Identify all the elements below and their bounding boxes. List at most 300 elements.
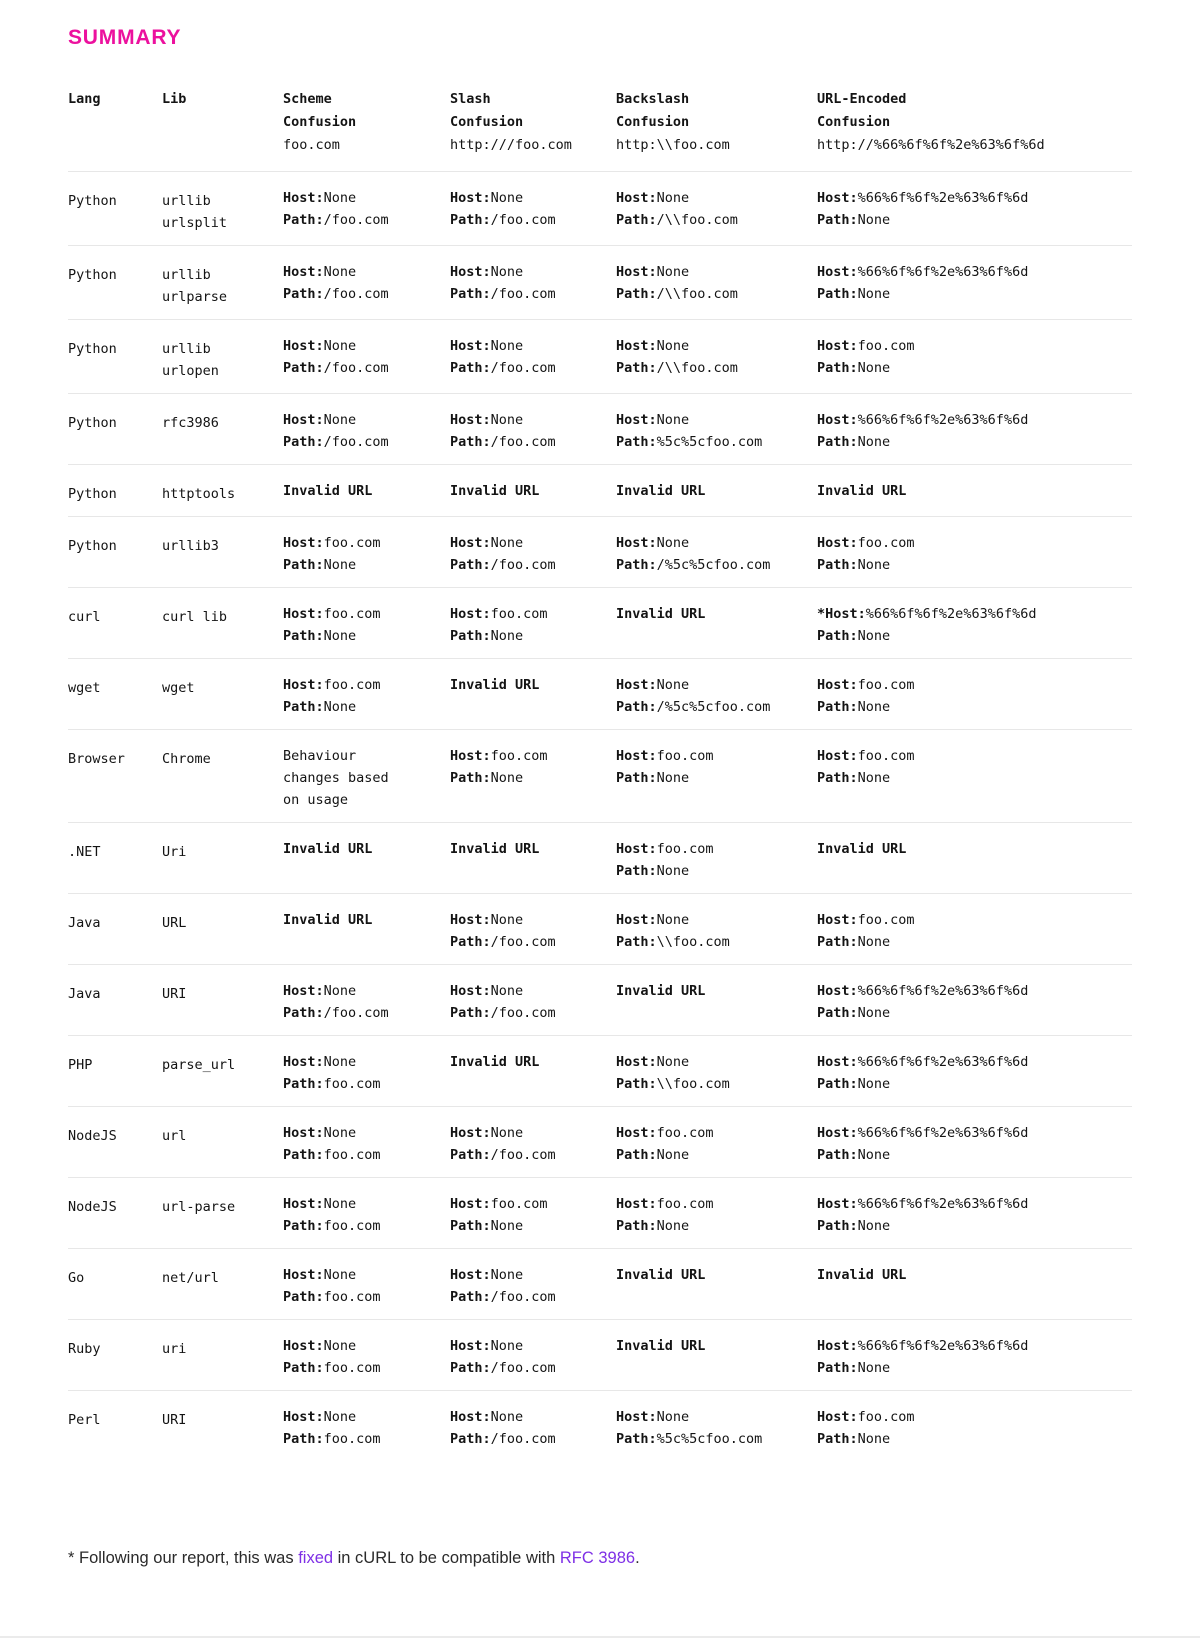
result-line: Host:None xyxy=(283,412,357,428)
lib-line: url-parse xyxy=(162,1199,236,1215)
column-header-label: Lib xyxy=(162,91,187,107)
lib-line: httptools xyxy=(162,486,236,502)
result-line: Path:/foo.com xyxy=(450,212,556,228)
result-line: Host:None xyxy=(283,983,357,999)
table-body xyxy=(68,172,1132,1462)
result-cell xyxy=(616,517,817,588)
column-header xyxy=(162,88,283,172)
result-line: Path:None xyxy=(817,628,891,644)
result-cell xyxy=(283,1320,450,1391)
lib-line: URI xyxy=(162,986,187,1002)
result-line: Path:/foo.com xyxy=(450,286,556,302)
result-cell xyxy=(450,465,616,517)
result-line: Host:foo.com xyxy=(616,748,714,764)
column-header-sample-url: http://%66%6f%6f%2e%63%6f%6d xyxy=(817,137,1045,153)
result-cell xyxy=(616,1391,817,1462)
result-cell xyxy=(283,394,450,465)
result-line: Path:/\\foo.com xyxy=(616,212,738,228)
result-cell xyxy=(450,1391,616,1462)
result-line: Host:None xyxy=(283,1267,357,1283)
result-cell xyxy=(450,394,616,465)
result-line: Host:foo.com xyxy=(283,606,381,622)
result-line: Host:foo.com xyxy=(817,748,915,764)
result-cell xyxy=(616,465,817,517)
result-line: Host:None xyxy=(450,264,524,280)
result-cell xyxy=(450,320,616,394)
result-cell xyxy=(616,588,817,659)
lib-cell xyxy=(162,246,283,320)
result-cell xyxy=(616,823,817,894)
result-cell xyxy=(283,659,450,730)
result-line: Path:/foo.com xyxy=(283,212,389,228)
summary-title: SUMMARY xyxy=(68,26,182,49)
lib-line: Uri xyxy=(162,844,187,860)
result-line: Host:%66%6f%6f%2e%63%6f%6d xyxy=(817,1125,1029,1141)
column-header-label: Confusion xyxy=(283,114,357,130)
result-line: Invalid URL xyxy=(283,841,373,857)
table-row xyxy=(68,517,1132,588)
result-line: changes based xyxy=(283,770,389,786)
result-line: Path:foo.com xyxy=(283,1360,381,1376)
column-header-label: Scheme xyxy=(283,91,332,107)
result-line: Path:None xyxy=(817,1005,891,1021)
result-line: Host:%66%6f%6f%2e%63%6f%6d xyxy=(817,1054,1029,1070)
result-line: Path:foo.com xyxy=(283,1289,381,1305)
result-line: Path:/foo.com xyxy=(450,1005,556,1021)
result-line: Path:None xyxy=(616,863,690,879)
result-line: Host:%66%6f%6f%2e%63%6f%6d xyxy=(817,983,1029,999)
lib-cell xyxy=(162,588,283,659)
lib-cell xyxy=(162,730,283,823)
column-header xyxy=(450,88,616,172)
result-line: Host:None xyxy=(283,1125,357,1141)
result-line: Path:None xyxy=(817,360,891,376)
lib-line: urlsplit xyxy=(162,215,228,231)
column-header-sample-url: http:///foo.com xyxy=(450,137,572,153)
result-line: Path:/foo.com xyxy=(450,1360,556,1376)
result-cell xyxy=(616,394,817,465)
result-cell xyxy=(450,1249,616,1320)
result-line: Path:None xyxy=(283,557,357,573)
result-line: Path:None xyxy=(450,770,524,786)
result-line: Path:None xyxy=(817,934,891,950)
result-line: Invalid URL xyxy=(283,483,373,499)
lib-cell xyxy=(162,394,283,465)
column-header xyxy=(283,88,450,172)
result-line: Invalid URL xyxy=(450,841,540,857)
lang-cell: Python xyxy=(68,486,117,502)
result-line: Host:foo.com xyxy=(817,338,915,354)
result-cell xyxy=(616,1320,817,1391)
result-cell xyxy=(450,659,616,730)
result-line: Host:foo.com xyxy=(817,912,915,928)
result-line: Path:None xyxy=(817,1431,891,1447)
result-line: Path:None xyxy=(817,1076,891,1092)
result-cell xyxy=(817,1320,1132,1391)
table-row xyxy=(68,465,1132,517)
result-line: Path:/%5c%5cfoo.com xyxy=(616,699,771,715)
result-line: Host:foo.com xyxy=(616,841,714,857)
result-cell xyxy=(283,1391,450,1462)
bottom-divider xyxy=(0,1636,1200,1638)
result-cell xyxy=(616,730,817,823)
result-line: Path:None xyxy=(817,770,891,786)
footnote-suffix: . xyxy=(635,1549,640,1567)
result-line: Path:%5c%5cfoo.com xyxy=(616,434,763,450)
result-line: Path:None xyxy=(616,1147,690,1163)
lib-line: urllib xyxy=(162,267,211,283)
table-row xyxy=(68,659,1132,730)
result-line: Host:None xyxy=(616,264,690,280)
result-line: Invalid URL xyxy=(450,1054,540,1070)
lib-cell xyxy=(162,172,283,246)
footnote xyxy=(68,1547,1200,1569)
result-line: on usage xyxy=(283,792,349,808)
column-header-label: Backslash xyxy=(616,91,690,107)
result-cell xyxy=(450,517,616,588)
lang-cell: Go xyxy=(68,1270,85,1286)
result-cell xyxy=(283,1036,450,1107)
result-line: Host:%66%6f%6f%2e%63%6f%6d xyxy=(817,190,1029,206)
result-cell xyxy=(450,965,616,1036)
table-row xyxy=(68,730,1132,823)
lib-cell xyxy=(162,465,283,517)
result-cell xyxy=(283,1107,450,1178)
lib-cell xyxy=(162,965,283,1036)
result-cell xyxy=(817,394,1132,465)
result-cell xyxy=(283,965,450,1036)
table-header-row xyxy=(68,88,1132,172)
lib-cell xyxy=(162,517,283,588)
result-line: Path:/foo.com xyxy=(283,360,389,376)
lang-cell: Python xyxy=(68,193,117,209)
result-cell xyxy=(616,1036,817,1107)
result-line: Host:foo.com xyxy=(283,677,381,693)
result-cell xyxy=(450,823,616,894)
lib-line: URI xyxy=(162,1412,187,1428)
table-row xyxy=(68,823,1132,894)
result-line: Host:None xyxy=(283,1054,357,1070)
result-line: Host:None xyxy=(450,1267,524,1283)
result-line: Host:None xyxy=(283,264,357,280)
result-line: Invalid URL xyxy=(616,1267,706,1283)
result-line: *Host:%66%6f%6f%2e%63%6f%6d xyxy=(817,606,1037,622)
result-cell xyxy=(817,823,1132,894)
result-cell xyxy=(283,1178,450,1249)
result-cell xyxy=(283,823,450,894)
result-line: Host:foo.com xyxy=(817,677,915,693)
result-line: Host:None xyxy=(283,1409,357,1425)
column-header-sample-url: http:\\foo.com xyxy=(616,137,730,153)
result-cell xyxy=(450,172,616,246)
lib-cell xyxy=(162,1107,283,1178)
result-line: Host:None xyxy=(616,912,690,928)
result-cell xyxy=(450,730,616,823)
result-line: Path:foo.com xyxy=(283,1218,381,1234)
table-row xyxy=(68,1249,1132,1320)
result-line: Host:foo.com xyxy=(450,606,548,622)
table-row xyxy=(68,965,1132,1036)
result-line: Host:None xyxy=(450,983,524,999)
result-line: Host:None xyxy=(450,338,524,354)
result-line: Host:None xyxy=(450,535,524,551)
lib-cell xyxy=(162,320,283,394)
lib-line: url xyxy=(162,1128,187,1144)
lib-line: curl lib xyxy=(162,609,228,625)
lang-cell: Browser xyxy=(68,751,125,767)
result-line: Host:None xyxy=(616,412,690,428)
lib-line: Chrome xyxy=(162,751,211,767)
result-cell xyxy=(817,659,1132,730)
lib-line: net/url xyxy=(162,1270,219,1286)
result-cell xyxy=(283,894,450,965)
result-cell xyxy=(817,588,1132,659)
result-cell xyxy=(616,659,817,730)
lang-cell: .NET xyxy=(68,844,101,860)
result-line: Path:foo.com xyxy=(283,1431,381,1447)
result-cell xyxy=(817,1178,1132,1249)
result-line: Host:None xyxy=(450,1409,524,1425)
lib-line: urlparse xyxy=(162,289,228,305)
result-cell xyxy=(616,246,817,320)
result-line: Path:None xyxy=(817,1147,891,1163)
result-cell xyxy=(817,1391,1132,1462)
result-cell xyxy=(817,172,1132,246)
lib-cell xyxy=(162,1036,283,1107)
column-header-label: URL-Encoded xyxy=(817,91,907,107)
result-line: Path:/\\foo.com xyxy=(616,286,738,302)
result-cell xyxy=(283,465,450,517)
table-row xyxy=(68,1178,1132,1249)
result-line: Path:/%5c%5cfoo.com xyxy=(616,557,771,573)
result-line: Host:None xyxy=(450,412,524,428)
lang-cell: wget xyxy=(68,680,101,696)
lib-cell xyxy=(162,1249,283,1320)
summary-table xyxy=(68,88,1132,1461)
result-line: Invalid URL xyxy=(817,1267,907,1283)
result-line: Path:/foo.com xyxy=(283,286,389,302)
result-cell xyxy=(450,246,616,320)
result-line: Host:None xyxy=(616,677,690,693)
result-line: Path:None xyxy=(450,628,524,644)
table-row xyxy=(68,1107,1132,1178)
result-line: Host:foo.com xyxy=(283,535,381,551)
result-cell xyxy=(817,730,1132,823)
result-cell xyxy=(616,172,817,246)
result-line: Path:None xyxy=(616,770,690,786)
result-cell xyxy=(283,588,450,659)
result-cell xyxy=(283,320,450,394)
result-line: Path:/foo.com xyxy=(450,1431,556,1447)
column-header xyxy=(616,88,817,172)
lib-cell xyxy=(162,1178,283,1249)
result-line: Path:/foo.com xyxy=(283,434,389,450)
result-line: Invalid URL xyxy=(817,483,907,499)
column-header-label: Lang xyxy=(68,91,101,107)
result-line: Path:/\\foo.com xyxy=(616,360,738,376)
lang-cell: Python xyxy=(68,267,117,283)
result-line: Path:\\foo.com xyxy=(616,1076,730,1092)
column-header-sample-url: foo.com xyxy=(283,137,340,153)
result-cell xyxy=(616,894,817,965)
result-line: Host:foo.com xyxy=(616,1125,714,1141)
result-line: Path:None xyxy=(817,286,891,302)
result-cell xyxy=(450,1107,616,1178)
result-line: Host:None xyxy=(283,1196,357,1212)
lang-cell: NodeJS xyxy=(68,1199,117,1215)
lang-cell: Python xyxy=(68,538,117,554)
table-row xyxy=(68,172,1132,246)
result-line: Path:/foo.com xyxy=(450,557,556,573)
lib-line: URL xyxy=(162,915,187,931)
result-line: Path:/foo.com xyxy=(450,434,556,450)
column-header-label: Confusion xyxy=(817,114,891,130)
lib-cell xyxy=(162,1320,283,1391)
result-line: Path:None xyxy=(450,1218,524,1234)
result-line: Host:None xyxy=(450,190,524,206)
lib-cell xyxy=(162,894,283,965)
result-cell xyxy=(450,588,616,659)
result-line: Path:foo.com xyxy=(283,1147,381,1163)
result-line: Invalid URL xyxy=(616,1338,706,1354)
footnote-middle: in cURL to be compatible with xyxy=(333,1549,560,1567)
result-line: Host:None xyxy=(283,190,357,206)
result-line: Path:None xyxy=(817,212,891,228)
lib-line: urllib xyxy=(162,341,211,357)
lib-cell xyxy=(162,823,283,894)
result-line: Path:None xyxy=(283,628,357,644)
lib-line: uri xyxy=(162,1341,187,1357)
result-line: Behaviour xyxy=(283,748,357,764)
result-cell xyxy=(616,965,817,1036)
result-line: Host:foo.com xyxy=(450,1196,548,1212)
lib-line: urllib3 xyxy=(162,538,219,554)
rfc-3986-link[interactable]: RFC 3986 xyxy=(559,1549,636,1567)
result-line: Path:None xyxy=(283,699,357,715)
result-cell xyxy=(817,320,1132,394)
result-line: Host:None xyxy=(283,338,357,354)
result-line: Host:None xyxy=(616,1409,690,1425)
table-row xyxy=(68,1320,1132,1391)
result-line: Host:None xyxy=(450,1125,524,1141)
result-line: Invalid URL xyxy=(450,677,540,693)
result-cell xyxy=(817,246,1132,320)
result-line: Host:%66%6f%6f%2e%63%6f%6d xyxy=(817,1338,1029,1354)
result-line: Path:None xyxy=(817,699,891,715)
result-line: Host:foo.com xyxy=(817,535,915,551)
result-line: Host:None xyxy=(450,912,524,928)
lang-cell: PHP xyxy=(68,1057,93,1073)
result-cell xyxy=(616,1107,817,1178)
lang-cell: Ruby xyxy=(68,1341,101,1357)
result-cell xyxy=(616,1249,817,1320)
result-line: Path:None xyxy=(817,1218,891,1234)
result-line: Host:None xyxy=(616,190,690,206)
result-line: Path:\\foo.com xyxy=(616,934,730,950)
result-cell xyxy=(817,1107,1132,1178)
result-line: Host:%66%6f%6f%2e%63%6f%6d xyxy=(817,1196,1029,1212)
result-line: Path:None xyxy=(616,1218,690,1234)
result-line: Path:None xyxy=(817,434,891,450)
table-row xyxy=(68,1391,1132,1462)
column-header xyxy=(817,88,1132,172)
fixed-link[interactable]: fixed xyxy=(298,1549,334,1567)
lib-line: wget xyxy=(162,680,195,696)
result-line: Path:None xyxy=(817,557,891,573)
result-line: Host:foo.com xyxy=(450,748,548,764)
lib-line: parse_url xyxy=(162,1057,236,1073)
result-line: Host:foo.com xyxy=(616,1196,714,1212)
lib-line: urllib xyxy=(162,193,211,209)
result-cell xyxy=(817,517,1132,588)
result-cell xyxy=(817,894,1132,965)
result-line: Invalid URL xyxy=(450,483,540,499)
result-line: Host:None xyxy=(450,1338,524,1354)
column-header-label: Confusion xyxy=(616,114,690,130)
result-cell xyxy=(283,1249,450,1320)
lang-cell: NodeJS xyxy=(68,1128,117,1144)
result-line: Host:%66%6f%6f%2e%63%6f%6d xyxy=(817,264,1029,280)
column-header-label: Slash xyxy=(450,91,491,107)
lib-line: rfc3986 xyxy=(162,415,219,431)
result-line: Path:%5c%5cfoo.com xyxy=(616,1431,763,1447)
column-header xyxy=(68,88,162,172)
result-line: Path:None xyxy=(817,1360,891,1376)
result-line: Host:None xyxy=(616,1054,690,1070)
result-line: Host:None xyxy=(283,1338,357,1354)
footnote-prefix: * Following our report, this was xyxy=(68,1549,299,1567)
lang-cell: Python xyxy=(68,415,117,431)
result-cell xyxy=(616,1178,817,1249)
lang-cell: Perl xyxy=(68,1412,101,1428)
result-line: Invalid URL xyxy=(616,483,706,499)
table-row xyxy=(68,588,1132,659)
result-cell xyxy=(817,965,1132,1036)
result-cell xyxy=(283,517,450,588)
lib-cell xyxy=(162,1391,283,1462)
result-line: Path:/foo.com xyxy=(450,360,556,376)
lang-cell: Java xyxy=(68,915,101,931)
result-cell xyxy=(450,1320,616,1391)
result-cell xyxy=(450,894,616,965)
result-cell xyxy=(283,246,450,320)
table-row xyxy=(68,1036,1132,1107)
result-cell xyxy=(283,730,450,823)
result-line: Path:/foo.com xyxy=(450,934,556,950)
table-row xyxy=(68,894,1132,965)
result-cell xyxy=(817,1249,1132,1320)
result-line: Path:/foo.com xyxy=(283,1005,389,1021)
result-line: Host:%66%6f%6f%2e%63%6f%6d xyxy=(817,412,1029,428)
result-cell xyxy=(817,465,1132,517)
result-line: Path:/foo.com xyxy=(450,1147,556,1163)
result-line: Path:/foo.com xyxy=(450,1289,556,1305)
result-cell xyxy=(817,1036,1132,1107)
table-row xyxy=(68,320,1132,394)
result-line: Invalid URL xyxy=(283,912,373,928)
result-cell xyxy=(450,1178,616,1249)
lang-cell: Java xyxy=(68,986,101,1002)
result-line: Host:None xyxy=(616,535,690,551)
lib-cell xyxy=(162,659,283,730)
result-line: Invalid URL xyxy=(817,841,907,857)
column-header-label: Confusion xyxy=(450,114,524,130)
lang-cell: Python xyxy=(68,341,117,357)
result-cell xyxy=(616,320,817,394)
result-line: Path:foo.com xyxy=(283,1076,381,1092)
result-line: Host:None xyxy=(616,338,690,354)
lib-line: urlopen xyxy=(162,363,219,379)
